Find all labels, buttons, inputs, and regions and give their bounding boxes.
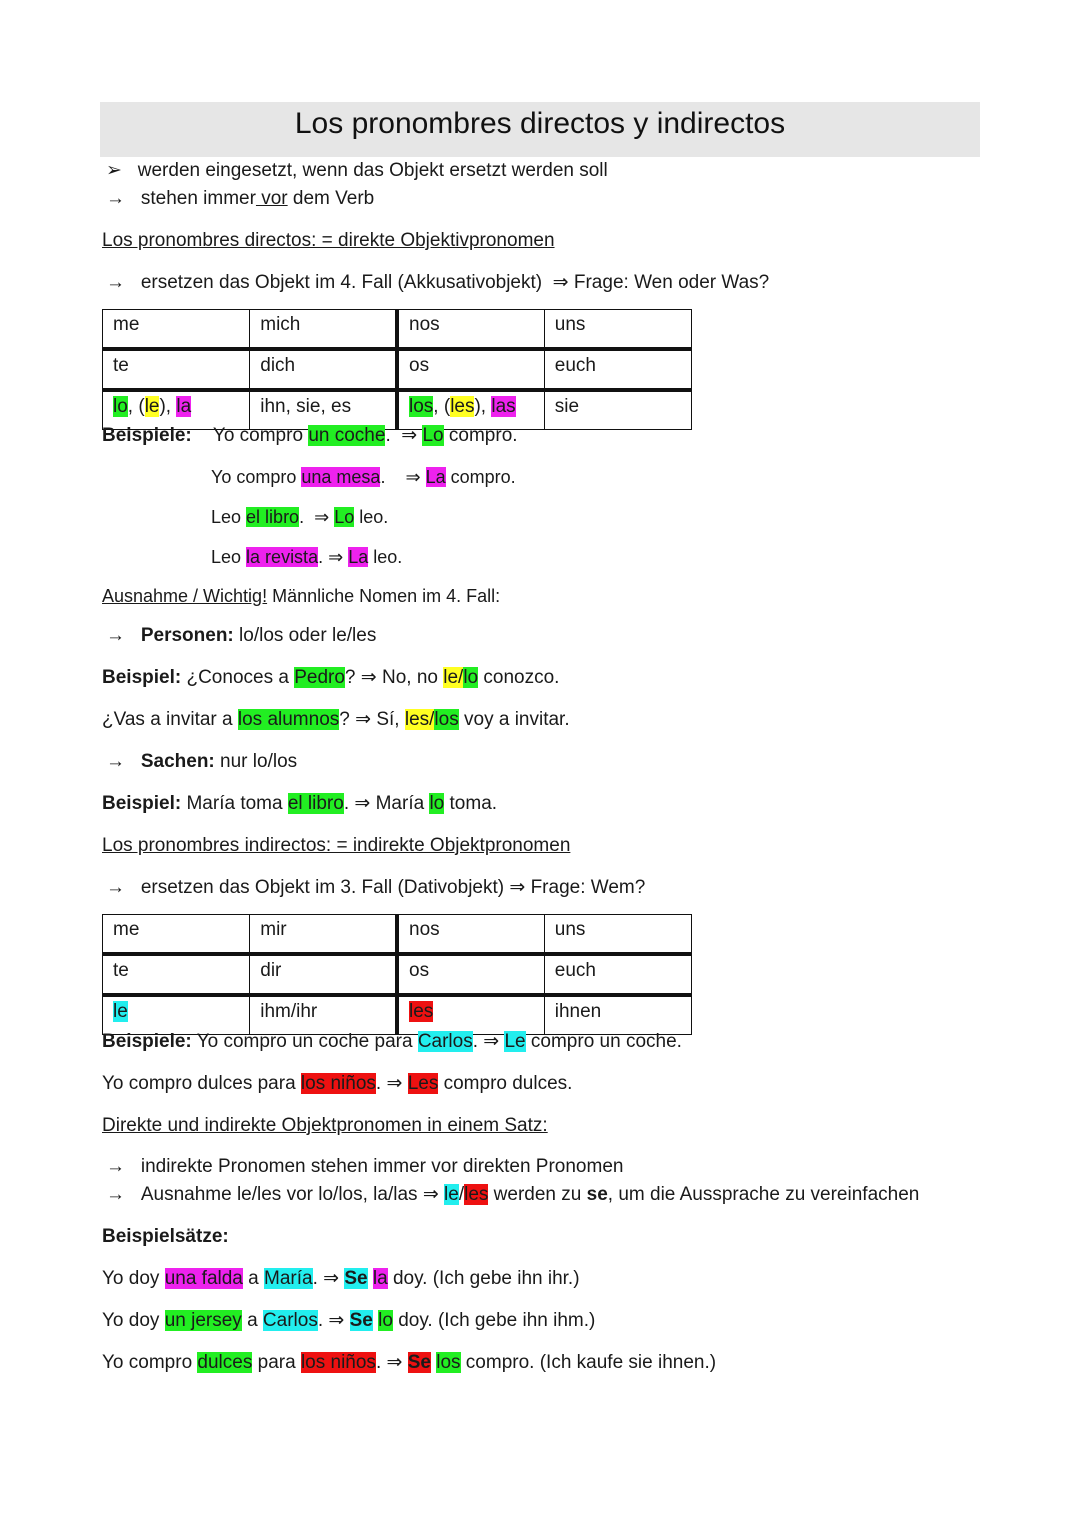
sentences-label: Beispielsätze:	[102, 1226, 229, 1247]
page-title: Los pronombres directos y indirectos	[294, 107, 786, 140]
implies-icon: ⇒	[552, 272, 569, 293]
arrow-icon: →	[106, 751, 125, 772]
directos-example-2: Yo compro una mesa. ⇒ La compro.	[211, 467, 516, 487]
arrow-icon: →	[106, 625, 125, 646]
arrow-icon: →	[106, 272, 125, 293]
table-row: te dir os euch	[103, 954, 692, 995]
implies-icon: ⇒	[323, 1268, 340, 1289]
directos-example-4: Leo la revista. ⇒ La leo.	[211, 547, 403, 567]
ausnahme-example-3: Beispiel: María toma el libro. ⇒ María lo toma.	[102, 793, 498, 814]
implies-icon: ⇒	[360, 667, 377, 688]
combined-example-3: Yo compro dulces para los niños. ⇒ Se los compro. (Ich kaufe sie ihnen.)	[102, 1352, 717, 1373]
bullet-arrow-icon: ➢	[106, 160, 122, 181]
indirectos-example-1: Beispiele: Yo compro un coche para Carlos. ⇒ Le compro un coche.	[102, 1031, 682, 1052]
table-cell: le	[103, 995, 250, 1035]
implies-icon: ⇒	[355, 709, 372, 730]
implies-icon: ⇒	[314, 507, 330, 527]
indirectos-description: → ersetzen das Objekt im 3. Fall (Dativobjekt) ⇒ Frage: Wem?	[106, 877, 646, 898]
directos-example-1: Beispiele: Yo compro un coche. ⇒ Lo compro.	[102, 425, 518, 446]
intro-line-1: ➢ werden eingesetzt, wenn das Objekt ersetzt werden soll	[106, 160, 608, 181]
implies-icon: ⇒	[483, 1031, 500, 1052]
table-cell: lo, (le), la	[103, 390, 250, 430]
arrow-icon: →	[106, 188, 125, 209]
indirectos-example-2: Yo compro dulces para los niños. ⇒ Les compro dulces.	[102, 1073, 573, 1094]
table-row: me mich nos uns	[103, 310, 692, 350]
sachen-line: → Sachen: nur lo/los	[106, 751, 298, 772]
table-row: me mir nos uns	[103, 915, 692, 955]
combined-example-1: Yo doy una falda a María. ⇒ Se la doy. (Ich gebe ihn ihr.)	[102, 1268, 580, 1289]
implies-icon: ⇒	[328, 547, 344, 567]
indirectos-heading: Los pronombres indirectos: = indirekte Objektpronomen	[102, 835, 571, 856]
implies-icon: ⇒	[401, 425, 418, 446]
directos-description: → ersetzen das Objekt im 4. Fall (Akkusativobjekt) ⇒ Frage: Wen oder Was?	[106, 272, 770, 293]
implies-icon: ⇒	[509, 877, 526, 898]
implies-icon: ⇒	[354, 793, 371, 814]
implies-icon: ⇒	[386, 1352, 403, 1373]
table-row: lo, (le), la ihn, sie, es los, (les), las sie	[103, 390, 692, 430]
table-cell: los, (les), las	[397, 390, 544, 430]
combined-line-1: → indirekte Pronomen stehen immer vor direkten Pronomen	[106, 1156, 624, 1177]
implies-icon: ⇒	[328, 1310, 345, 1331]
intro-line-2: → stehen immer vor dem Verb	[106, 188, 375, 209]
arrow-icon: →	[106, 1184, 125, 1205]
table-cell: les	[397, 995, 544, 1035]
implies-icon: ⇒	[405, 467, 421, 487]
table-row: le ihm/ihr les ihnen	[103, 995, 692, 1035]
ausnahme-example-1: Beispiel: ¿Conoces a Pedro? ⇒ No, no le/lo conozco.	[102, 667, 560, 688]
arrow-icon: →	[106, 1156, 125, 1177]
combined-heading: Direkte und indirekte Objektpronomen in einem Satz:	[102, 1115, 548, 1136]
implies-icon: ⇒	[422, 1184, 439, 1205]
ausnahme-example-2: ¿Vas a invitar a los alumnos? ⇒ Sí, les/los voy a invitar.	[102, 709, 570, 730]
ausnahme-heading: Ausnahme / Wichtig! Männliche Nomen im 4. Fall:	[102, 586, 501, 606]
directos-heading: Los pronombres directos: = direkte Objektivpronomen	[102, 230, 555, 251]
combined-example-2: Yo doy un jersey a Carlos. ⇒ Se lo doy. (Ich gebe ihn ihm.)	[102, 1310, 596, 1331]
table-row: te dich os euch	[103, 349, 692, 390]
directos-example-3: Leo el libro. ⇒ Lo leo.	[211, 507, 389, 527]
personen-line: → Personen: lo/los oder le/les	[106, 625, 377, 646]
directos-table	[102, 309, 692, 430]
arrow-icon: →	[106, 877, 125, 898]
implies-icon: ⇒	[386, 1073, 403, 1094]
combined-line-2: → Ausnahme le/les vor lo/los, la/las ⇒ le/les werden zu se, um die Aussprache zu vereinfachen	[106, 1184, 920, 1205]
indirectos-table	[102, 914, 692, 1035]
